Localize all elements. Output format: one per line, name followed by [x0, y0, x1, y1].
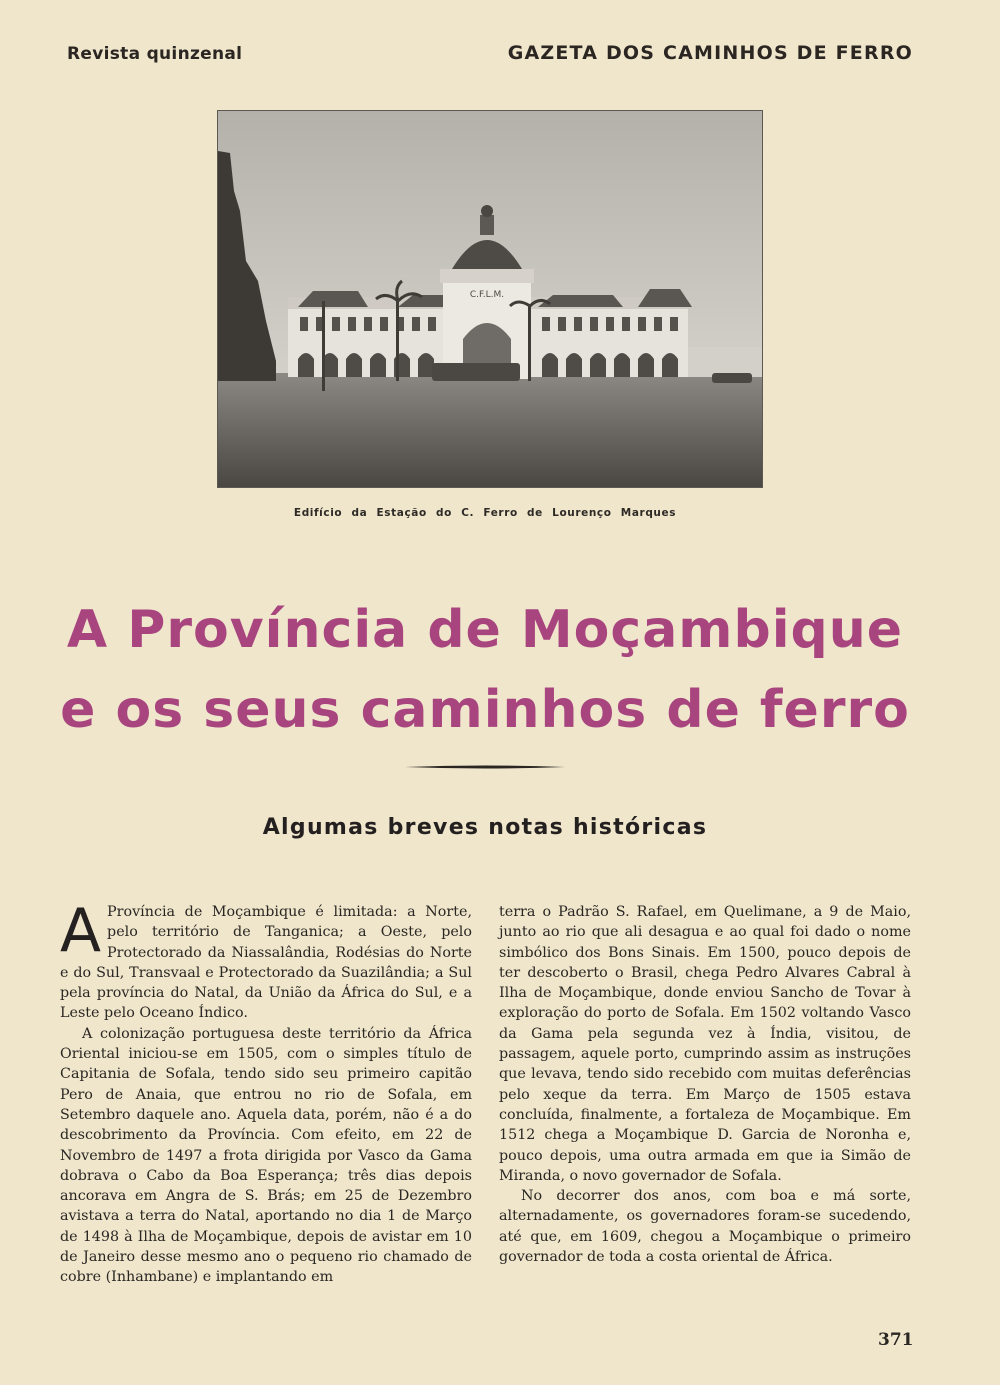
- photo-caption: Edifício da Estação do C. Ferro de Lourenço Marques: [293, 507, 677, 519]
- header-right: GAZETA DOS CAMINHOS DE FERRO: [507, 42, 913, 64]
- station-photo: [217, 110, 763, 488]
- text-column-right: [499, 902, 911, 1267]
- paragraph-text: Província de Moçambique é limitada: a Norte, pelo território de Tanganica; a Oeste, pelo Protectorado da Niassalândia, Rodésias do Norte e do Sul, Transvaal e Protectorado da Suazilândia; a Sul pela província do Natal, da União da África do Sul, e a Leste pelo Oceano Índico.: [60, 904, 472, 1022]
- paragraph: No decorrer dos anos, com boa e má sorte, alternadamente, os governadores foram-se sucedendo, até que, em 1609, chegou a Moçambique o primeiro governador de toda a costa oriental de África.: [499, 1188, 911, 1266]
- station-sign: C.F.L.M.: [469, 290, 505, 300]
- paragraph: terra o Padrão S. Rafael, em Quelimane, a 9 de Maio, junto ao rio que ali desagua e ao qual foi dado o nome simbólico dos Bons Sinais. Em 1500, pouco depois de ter descoberto o Brasil, chega Pedro Alvares Cabral à Ilha de Moçambique, donde enviou Sancho de Tovar à exploração do porto de Sofala. Em 1502 voltando Vasco da Gama pela segunda vez à Índia, visitou, de passagem, aquele porto, cumprindo assim as instruções que levava, tendo sido recebido com muitas deferências pelo xeque da terra. Em Março de 1505 estava concluída, finalmente, a fortaleza de Moçambique. Em 1512 chega a Moçambique D. Garcia de Noronha e, pouco depois, uma outra armada em que ia Simão de Miranda, o novo governador de Sofala.: [499, 904, 911, 1184]
- title-line-1: A Província de Moçambique: [66, 600, 904, 660]
- paragraph: [60, 896, 472, 1024]
- header-left: Revista quinzenal: [67, 44, 243, 64]
- text-column-left: [60, 896, 472, 1288]
- drop-cap: A: [60, 896, 102, 966]
- paragraph: A colonização portuguesa deste território da África Oriental iniciou-se em 1505, com o simples título de Capitania de Sofala, tendo sido seu primeiro capitão Pero de Anaia, que entrou no rio de Sofala, em Setembro daquele ano. Aquela data, porém, não é a do descobrimento da Província. Com efeito, em 22 de Novembro de 1497 a frota dirigida por Vasco da Gama dobrava o Cabo da Boa Esperança; três dias depois ancorava em Angra de S. Brás; em 25 de Dezembro avistava a terra do Natal, aportando no dia 1 de Março de 1498 à Ilha de Moçambique, depois de avistar em 10 de Janeiro desse mesmo ano o pequeno rio chamado de cobre (Inhambane) e implantando em: [60, 1025, 472, 1286]
- article-title: [0, 590, 970, 750]
- title-divider: [405, 765, 565, 769]
- article-subtitle: Algumas breves notas históricas: [262, 815, 708, 840]
- page-number: 371: [878, 1330, 914, 1350]
- title-line-2: e os seus caminhos de ferro: [60, 680, 910, 740]
